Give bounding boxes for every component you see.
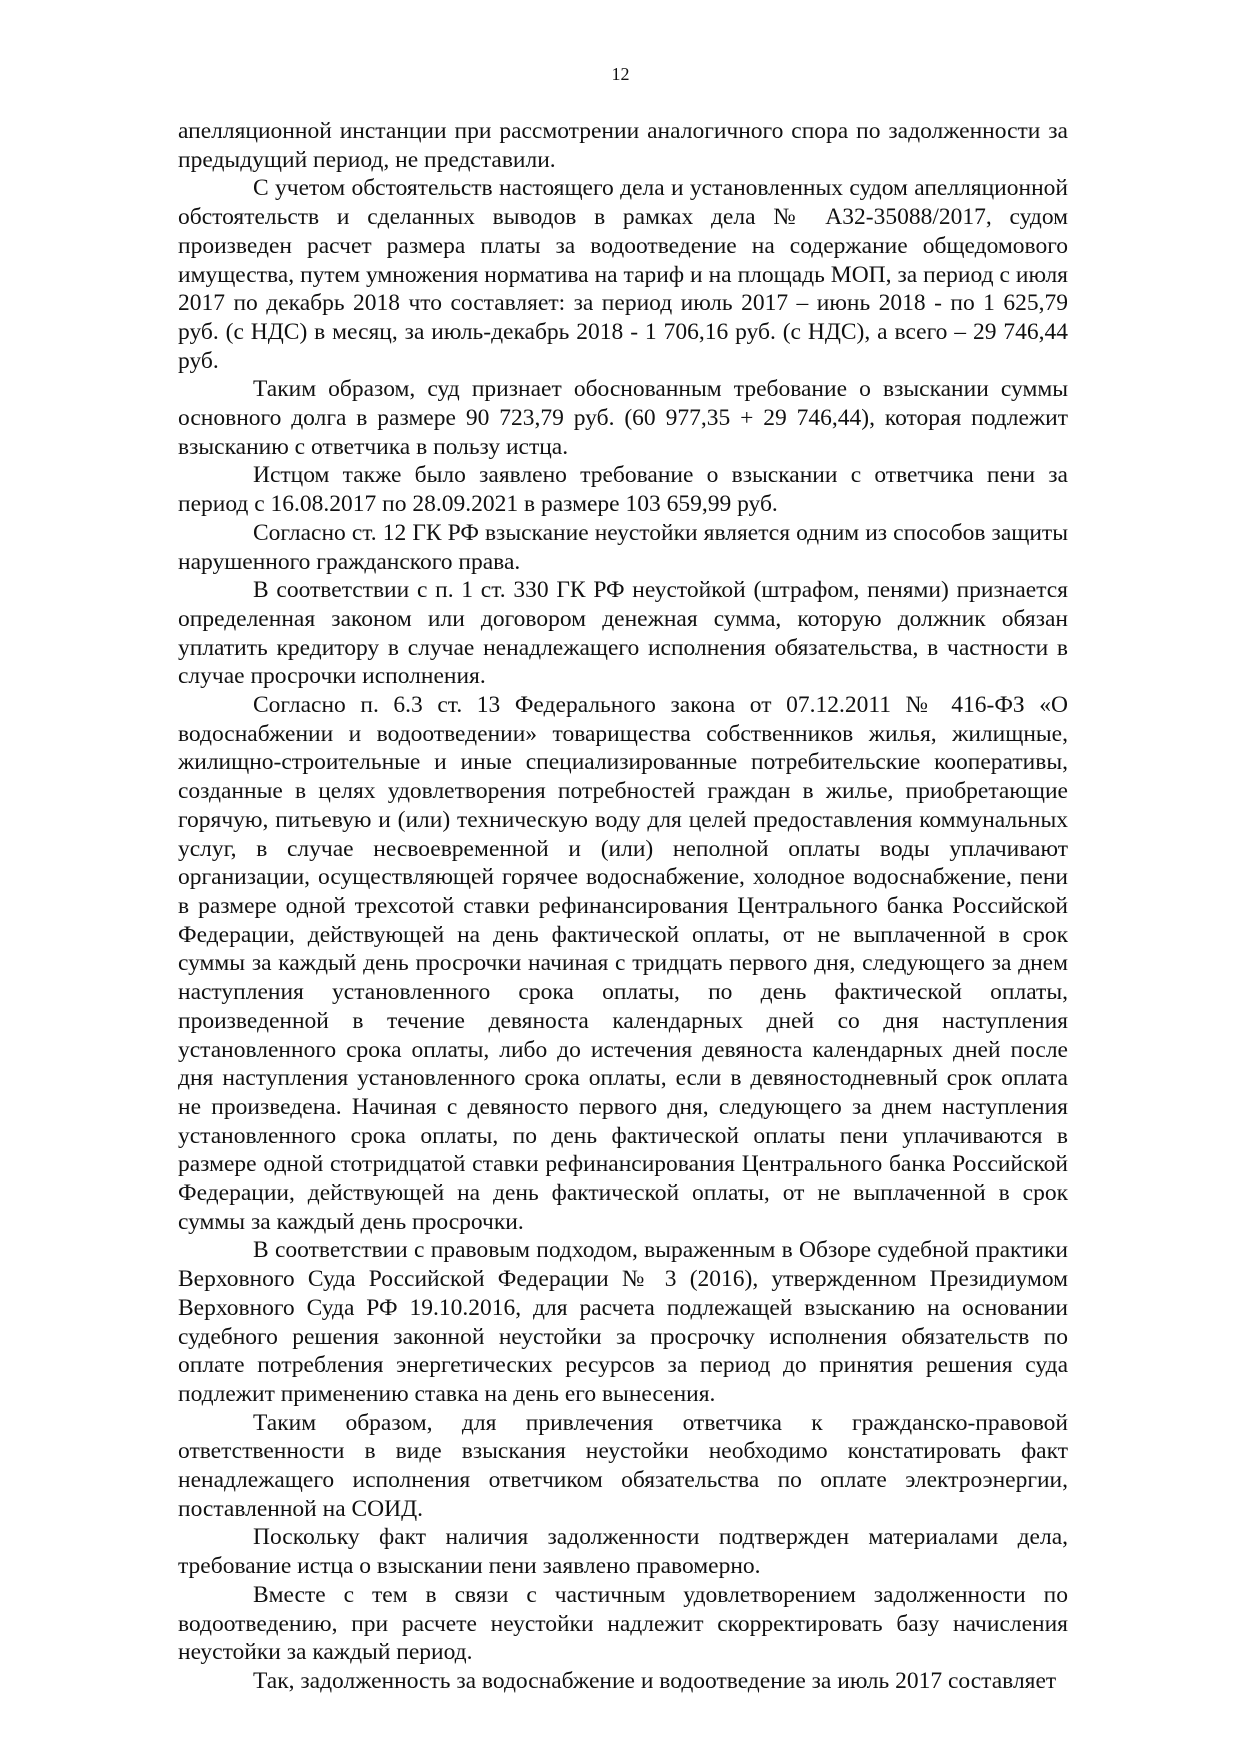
paragraph: Истцом также было заявлено требование о взыскании с ответчика пени за период с 16.08.2017 по 28.09.2021 в размере 103 659,99 руб. [178,462,1068,518]
paragraph: Таким образом, для привлечения ответчика к гражданско-правовой ответственности в виде взыскания неустойки необходимо констатировать факт ненадлежащего исполнения ответчиком обязательства по оплате электроэнергии, поставленной на СОИД. [178,1409,1068,1522]
paragraph: Таким образом, суд признает обоснованным требование о взыскании суммы основного долга в размере 90 723,79 руб. (60 977,35 + 29 746,44), которая подлежит взысканию с ответчика в пользу истца. [178,376,1068,460]
paragraph: С учетом обстоятельств настоящего дела и установленных судом апелляционной обстоятельств и сделанных выводов в рамках дела № А32-35088/2017, судом произведен расчет размера платы за водоотведение на содержание общедомового имущества, путем умножения норматива на тариф и на площадь МОП, за период с июля 2017 по декабрь 2018 что составляет: за период июль 2017 – июнь 2018 - по 1 625,79 руб. (с НДС) в месяц, за июль-декабрь 2018 - 1 706,16 руб. (с НДС), а всего – 29 746,44 руб. [178,175,1068,374]
document-body [178,117,1068,1696]
paragraph: Согласно ст. 12 ГК РФ взыскание неустойки является одним из способов защиты нарушенного гражданского права. [178,519,1068,575]
paragraph: В соответствии с п. 1 ст. 330 ГК РФ неустойкой (штрафом, пенями) признается определенная законом или договором денежная сумма, которую должник обязан уплатить кредитору в случае ненадлежащего исполнения обязательства, в частности в случае просрочки исполнения. [178,577,1068,690]
paragraph: В соответствии с правовым подходом, выраженным в Обзоре судебной практики Верховного Суда Российской Федерации № 3 (2016), утвержденном Президиумом Верховного Суда РФ 19.10.2016, для расчета подлежащей взысканию на основании судебного решения законной неустойки за просрочку исполнения обязательств по оплате потребления энергетических ресурсов за период до принятия решения суда подлежит применению ставка на день его вынесения. [178,1237,1068,1407]
paragraph: апелляционной инстанции при рассмотрении аналогичного спора по задолженности за предыдущий период, не представили. [178,118,1068,173]
paragraph: Вместе с тем в связи с частичным удовлетворением задолженности по водоотведению, при расчете неустойки надлежит скорректировать базу начисления неустойки за каждый период. [178,1581,1068,1666]
page-number: 12 [611,64,630,84]
paragraph: Так, задолженность за водоснабжение и водоотведение за июль 2017 составляет [253,1667,1057,1694]
paragraph: Согласно п. 6.3 ст. 13 Федерального закона от 07.12.2011 № 416-ФЗ «О водоснабжении и водоотведении» товарищества собственников жилья, жилищные, жилищно-строительные и иные специализированные потребительские кооперативы, созданные в целях удовлетворения потребностей граждан в жилье, приобретающие горячую, питьевую и (или) техническую воду для целей предоставления коммунальных услуг, в случае несвоевременной и (или) неполной оплаты воды уплачивают организации, осуществляющей горячее водоснабжение, холодное водоснабжение, пени в размере одной трехсотой ставки рефинансирования Центрального банка Российской Федерации, действующей на день фактической оплаты, от не выплаченной в срок суммы за каждый день просрочки начиная с тридцать первого дня, следующего за днем наступления установленного срока оплаты, по день фактической оплаты, произведенной в течение девяноста календарных дней со дня наступления установленного срока оплаты, либо до истечения девяноста календарных дней после дня наступления установленного срока оплаты, если в девяностодневный срок оплата не произведена. Начиная с девяносто первого дня, следующего за днем наступления установленного срока оплаты, по день фактической оплаты пени уплачиваются в размере одной стотридцатой ставки рефинансирования Центрального банка Российской Федерации, действующей на день фактической оплаты, от не выплаченной в срок суммы за каждый день просрочки. [178,692,1068,1235]
paragraph: Поскольку факт наличия задолженности подтвержден материалами дела, требование истца о взыскании пени заявлено правомерно. [178,1524,1068,1580]
